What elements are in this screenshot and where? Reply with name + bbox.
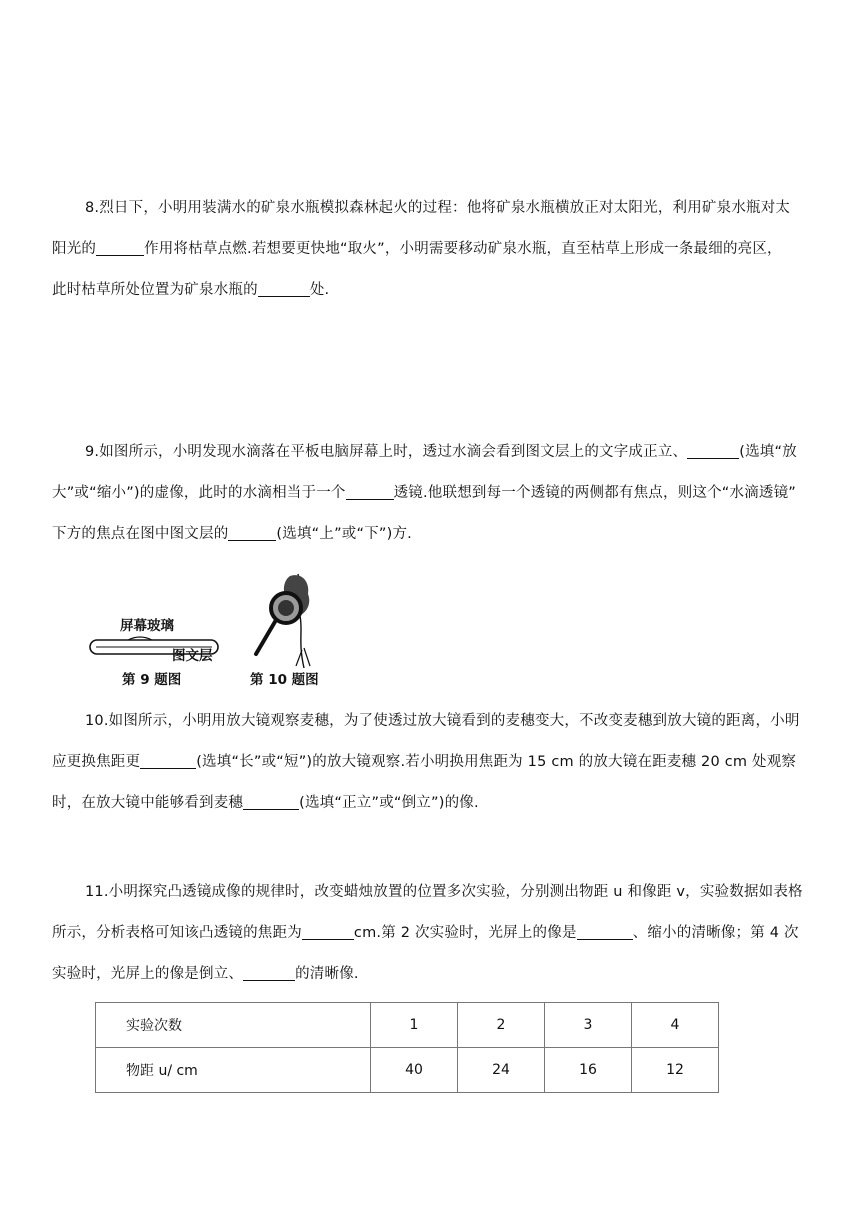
table-row	[96, 1048, 719, 1093]
answer-blank[interactable]	[302, 923, 354, 940]
answer-blank[interactable]	[346, 483, 394, 500]
q8-line3	[52, 270, 822, 311]
answer-blank[interactable]	[258, 280, 310, 297]
q10-line2	[52, 742, 822, 783]
q11-line3	[52, 954, 822, 995]
q9-line1	[52, 432, 822, 473]
q8-line2	[52, 229, 822, 270]
q11-text: 实验时，光屏上的像是倒立、	[52, 966, 244, 982]
answer-blank[interactable]	[140, 752, 196, 769]
fig10-caption: 第 10 题图	[250, 672, 319, 688]
table-cell: 3	[545, 1003, 632, 1048]
q11-line1: 11.小明探究凸透镜成像的规律时，改变蜡烛放置的位置多次实验，分别测出物距 u 和像距 v，实验数据如表格	[85, 884, 803, 900]
question-10	[52, 701, 822, 824]
q11-line2	[52, 913, 822, 954]
q11-text: cm.第 2 次实验时，光屏上的像是	[353, 925, 577, 941]
figure-9	[88, 610, 238, 690]
q10-line3	[52, 783, 822, 824]
q11-text: 、缩小的清晰像；第 4 次	[632, 925, 799, 941]
q9-line3	[52, 514, 822, 555]
table-header-cell: 物距 u/ cm	[96, 1048, 371, 1093]
table-header-cell: 实验次数	[96, 1003, 371, 1048]
table-cell: 24	[458, 1048, 545, 1093]
table-cell: 16	[545, 1048, 632, 1093]
q11-text: 的清晰像.	[295, 966, 359, 982]
table-cell: 2	[458, 1003, 545, 1048]
table-cell: 4	[632, 1003, 719, 1048]
table-row	[96, 1003, 719, 1048]
q8-text: 作用将枯草点燃.若想要更快地“取火”，小明需要移动矿泉水瓶，直至枯草上形成一条最细的亮区，	[144, 241, 782, 257]
q9-text: 下方的焦点在图中图文层的	[52, 526, 229, 542]
answer-blank[interactable]	[577, 923, 633, 940]
q11-text: 所示，分析表格可知该凸透镜的焦距为	[52, 925, 302, 941]
q9-text: (选填“上”或“下”)方.	[276, 526, 412, 542]
q8-text: 此时枯草所处位置为矿泉水瓶的	[52, 282, 258, 298]
fig9-caption: 第 9 题图	[122, 672, 182, 688]
q10-text: (选填“正立”或“倒立”)的像.	[299, 795, 479, 811]
q8-line1: 8.烈日下，小明用装满水的矿泉水瓶模拟森林起火的过程：他将矿泉水瓶横放正对太阳光，利用矿泉水瓶对太	[85, 200, 791, 216]
q10-line1: 10.如图所示，小明用放大镜观察麦穗，为了使透过放大镜看到的麦穗变大，不改变麦穗到放大镜的距离，小明	[85, 713, 800, 729]
q9-text: 透镜.他联想到每一个透镜的两侧都有焦点，则这个“水滴透镜”	[393, 485, 797, 501]
q10-text: (选填“长”或“短”)的放大镜观察.若小明换用焦距为 15 cm 的放大镜在距麦穗 20 cm 处观察	[196, 754, 797, 770]
table-cell: 1	[371, 1003, 458, 1048]
table-cell: 40	[371, 1048, 458, 1093]
answer-blank[interactable]	[243, 964, 295, 981]
answer-blank[interactable]	[687, 442, 739, 459]
question-11	[52, 872, 822, 995]
magnifier-wheat-icon	[248, 568, 328, 670]
answer-blank[interactable]	[243, 793, 299, 810]
q8-text: 处.	[309, 282, 330, 298]
q10-text: 应更换焦距更	[52, 754, 141, 770]
q9-text: 9.如图所示，小明发现水滴落在平板电脑屏幕上时，透过水滴会看到图文层上的文字成正立、	[85, 444, 688, 460]
table-cell: 12	[632, 1048, 719, 1093]
q10-text: 时，在放大镜中能够看到麦穗	[52, 795, 244, 811]
figure-10	[244, 568, 334, 688]
q9-text: (选填“放	[739, 444, 797, 460]
answer-blank[interactable]	[96, 239, 144, 256]
question-9	[52, 432, 822, 555]
q9-line2	[52, 473, 822, 514]
fig9-screen-glass-label: 屏幕玻璃	[120, 618, 174, 634]
fig9-graphic-layer-label: 图文层	[172, 648, 213, 664]
q8-text: 阳光的	[52, 241, 97, 257]
q9-text: 大”或“缩小”)的虚像，此时的水滴相当于一个	[52, 485, 346, 501]
experiment-data-table	[95, 1002, 719, 1093]
answer-blank[interactable]	[228, 524, 276, 541]
question-8	[52, 188, 822, 311]
